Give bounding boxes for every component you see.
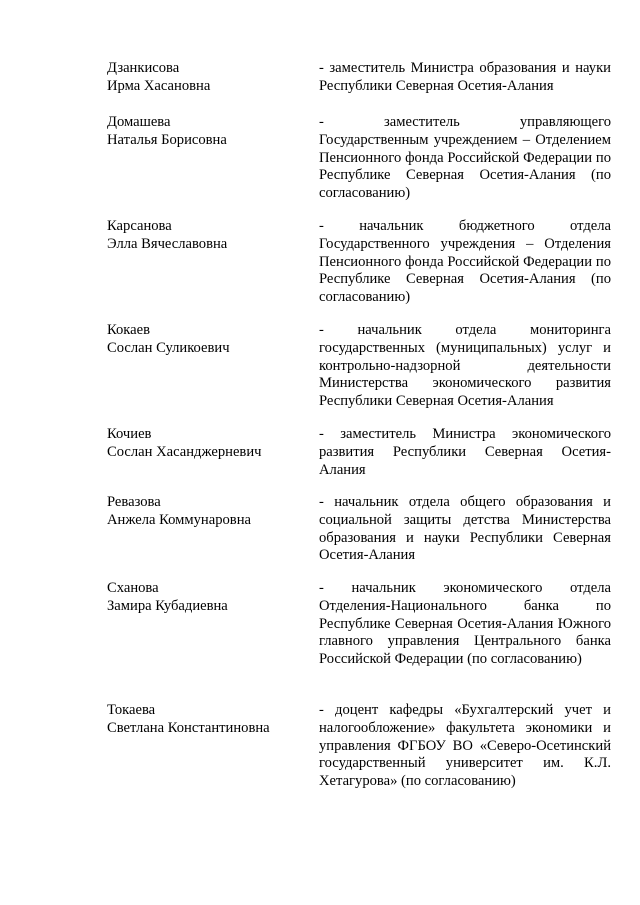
member-surname: Карсанова: [107, 218, 172, 234]
member-surname: Дзанкисова: [107, 60, 180, 76]
member-entry: [107, 580, 611, 669]
member-entry: [107, 426, 611, 479]
member-name: [107, 580, 319, 669]
member-role: - доцент кафедры «Бухгалтерский учет и налогообложение» факультета экономики и управления ФГБОУ ВО «Северо-Осетинский государственный университет им. К.Л. Хетагурова» (по согласованию): [319, 702, 611, 790]
member-role: - начальник отдела общего образования и социальной защиты детства Министерства образования и науки Республики Северная Осетия-Алания: [319, 494, 611, 564]
member-entry: [107, 322, 611, 411]
member-surname: Домашева: [107, 114, 171, 130]
member-name: [107, 702, 319, 791]
member-given-name: Ирма Хасановна: [107, 77, 211, 94]
member-entry: [107, 702, 611, 791]
member-role: - заместитель Министра экономического развития Республики Северная Осетия-Алания: [319, 426, 611, 478]
member-surname: Кокаев: [107, 322, 151, 338]
member-entry: [107, 218, 611, 307]
member-given-name: Анжела Коммунаровна: [107, 511, 251, 528]
member-surname: Сханова: [107, 580, 159, 596]
member-entry: [107, 494, 611, 565]
member-surname: Кочиев: [107, 426, 152, 442]
member-name: [107, 114, 319, 203]
member-given-name: Элла Вячеславовна: [107, 235, 228, 252]
member-name: [107, 218, 319, 307]
member-given-name: Замира Кубадиевна: [107, 597, 228, 614]
member-given-name: Сослан Хасанджерневич: [107, 443, 262, 460]
member-name: [107, 494, 319, 565]
member-given-name: Светлана Константиновна: [107, 719, 270, 736]
member-role: - начальник экономического отдела Отделения-Национального банка по Республике Северная Осетия-Алания Южного главного управления Центрального банка Российской Федерации (по согласованию): [319, 580, 611, 668]
member-entry: [107, 60, 611, 96]
member-given-name: Наталья Борисовна: [107, 131, 227, 148]
member-surname: Токаева: [107, 702, 156, 718]
member-role: - заместитель Министра образования и науки Республики Северная Осетия-Алания: [319, 60, 611, 94]
member-surname: Ревазова: [107, 494, 161, 510]
member-role: - начальник отдела мониторинга государственных (муниципальных) услуг и контрольно-надзорной деятельности Министерства экономического развития Республики Северная Осетия-Алания: [319, 322, 611, 410]
member-name: [107, 60, 319, 96]
member-entry: [107, 114, 611, 203]
member-name: [107, 426, 319, 479]
member-given-name: Сослан Суликоевич: [107, 339, 230, 356]
member-role: - начальник бюджетного отдела Государственного учреждения – Отделения Пенсионного фонда Российской Федерации по Республике Северная Осетия-Алания (по согласованию): [319, 218, 611, 306]
member-role: - заместитель управляющего Государственным учреждением – Отделением Пенсионного фонда Российской Федерации по Республике Северная Осетия-Алания (по согласованию): [319, 114, 611, 202]
member-name: [107, 322, 319, 411]
